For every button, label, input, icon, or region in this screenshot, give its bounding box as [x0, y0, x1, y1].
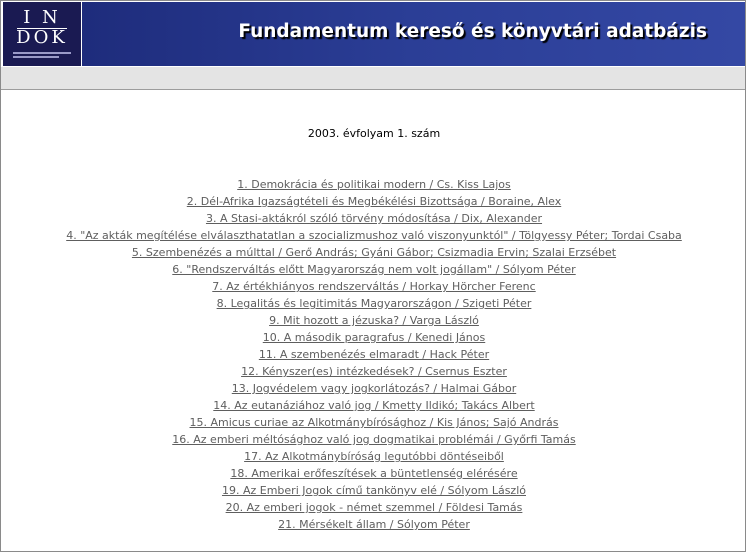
list-item — [1, 191, 746, 208]
list-item — [1, 361, 746, 378]
article-link-14[interactable]: 14. Az eutanáziához való jog / Kmetty Ildikó; Takács Albert — [213, 399, 535, 412]
logo-line-1: I N — [23, 7, 61, 28]
site-title: Fundamentum kereső és könyvtári adatbázis — [238, 21, 707, 42]
article-link-18[interactable]: 18. Amerikai erőfeszítések a büntetlenség elérésére — [230, 467, 518, 480]
article-link-20[interactable]: 20. Az emberi jogok - német szemmel / Földesi Tamás — [225, 501, 523, 514]
article-link-3[interactable]: 3. A Stasi-aktákról szóló törvény módosítása / Dix, Alexander — [205, 212, 543, 225]
logo-fine-print — [13, 56, 59, 58]
article-link-5[interactable]: 5. Szembenézés a múlttal / Gerő András; Gyáni Gábor; Csizmadia Ervin; Szalai Erzsébet — [131, 246, 617, 259]
list-item — [1, 259, 746, 276]
article-link-9[interactable]: 9. Mit hozott a jézuska? / Varga László — [269, 314, 479, 327]
list-item — [1, 174, 746, 191]
article-link-6[interactable]: 6. "Rendszerváltás előtt Magyarország nem volt jogállam" / Sólyom Péter — [172, 263, 576, 276]
indok-logo[interactable] — [3, 2, 81, 66]
list-item — [1, 497, 746, 514]
list-item — [1, 327, 746, 344]
list-item — [1, 242, 746, 259]
toolbar-strip — [1, 67, 745, 90]
article-link-12[interactable]: 12. Kényszer(es) intézkedések? / Csernus Eszter — [241, 365, 507, 378]
list-item — [1, 480, 746, 497]
list-item — [1, 310, 746, 327]
article-link-10[interactable]: 10. A második paragrafus / Kenedi János — [262, 331, 486, 344]
article-link-21[interactable]: 21. Mérsékelt állam / Sólyom Péter — [278, 518, 470, 531]
list-item — [1, 293, 746, 310]
article-link-7[interactable]: 7. Az értékhiányos rendszerváltás / Horkay Hörcher Ferenc — [212, 280, 536, 293]
list-item — [1, 225, 746, 242]
list-item — [1, 276, 746, 293]
logo-line-2: DOK — [16, 27, 68, 48]
article-link-1[interactable]: 1. Demokrácia és politikai modern / Cs. Kiss Lajos — [237, 178, 511, 191]
article-link-16[interactable]: 16. Az emberi méltósághoz való jog dogmatikai problémái / Győrfi Tamás — [172, 433, 576, 446]
list-item — [1, 344, 746, 361]
article-link-19[interactable]: 19. Az Emberi Jogok című tankönyv elé / Sólyom László — [221, 484, 526, 497]
article-link-4[interactable]: 4. "Az akták megítélése elválaszthatatlan a szocializmushoz való viszonyunktól" / Tölgyessy Péter; Tordai Csaba — [66, 229, 682, 242]
list-item — [1, 514, 746, 531]
list-item — [1, 208, 746, 225]
article-link-15[interactable]: 15. Amicus curiae az Alkotmánybírósághoz / Kis János; Sajó András — [189, 416, 559, 429]
list-item — [1, 429, 746, 446]
article-link-8[interactable]: 8. Legalitás és legitimitás Magyarországon / Szigeti Péter — [216, 297, 532, 310]
article-link-2[interactable]: 2. Dél-Afrika Igazságtételi és Megbékélési Bizottsága / Boraine, Alex — [186, 195, 562, 208]
list-item — [1, 395, 746, 412]
logo-fine-print — [13, 52, 71, 54]
header-banner — [82, 2, 745, 66]
main-content — [1, 90, 745, 551]
list-item — [1, 378, 746, 395]
article-link-17[interactable]: 17. Az Alkotmánybíróság legutóbbi döntéseiből — [244, 450, 504, 463]
list-item — [1, 463, 746, 480]
article-link-11[interactable]: 11. A szembenézés elmaradt / Hack Péter — [258, 348, 490, 361]
issue-title: 2003. évfolyam 1. szám — [307, 127, 441, 140]
article-list — [1, 174, 746, 531]
site-header — [1, 1, 745, 67]
list-item — [1, 446, 746, 463]
list-item — [1, 412, 746, 429]
article-link-13[interactable]: 13. Jogvédelem vagy jogkorlátozás? / Halmai Gábor — [231, 382, 517, 395]
